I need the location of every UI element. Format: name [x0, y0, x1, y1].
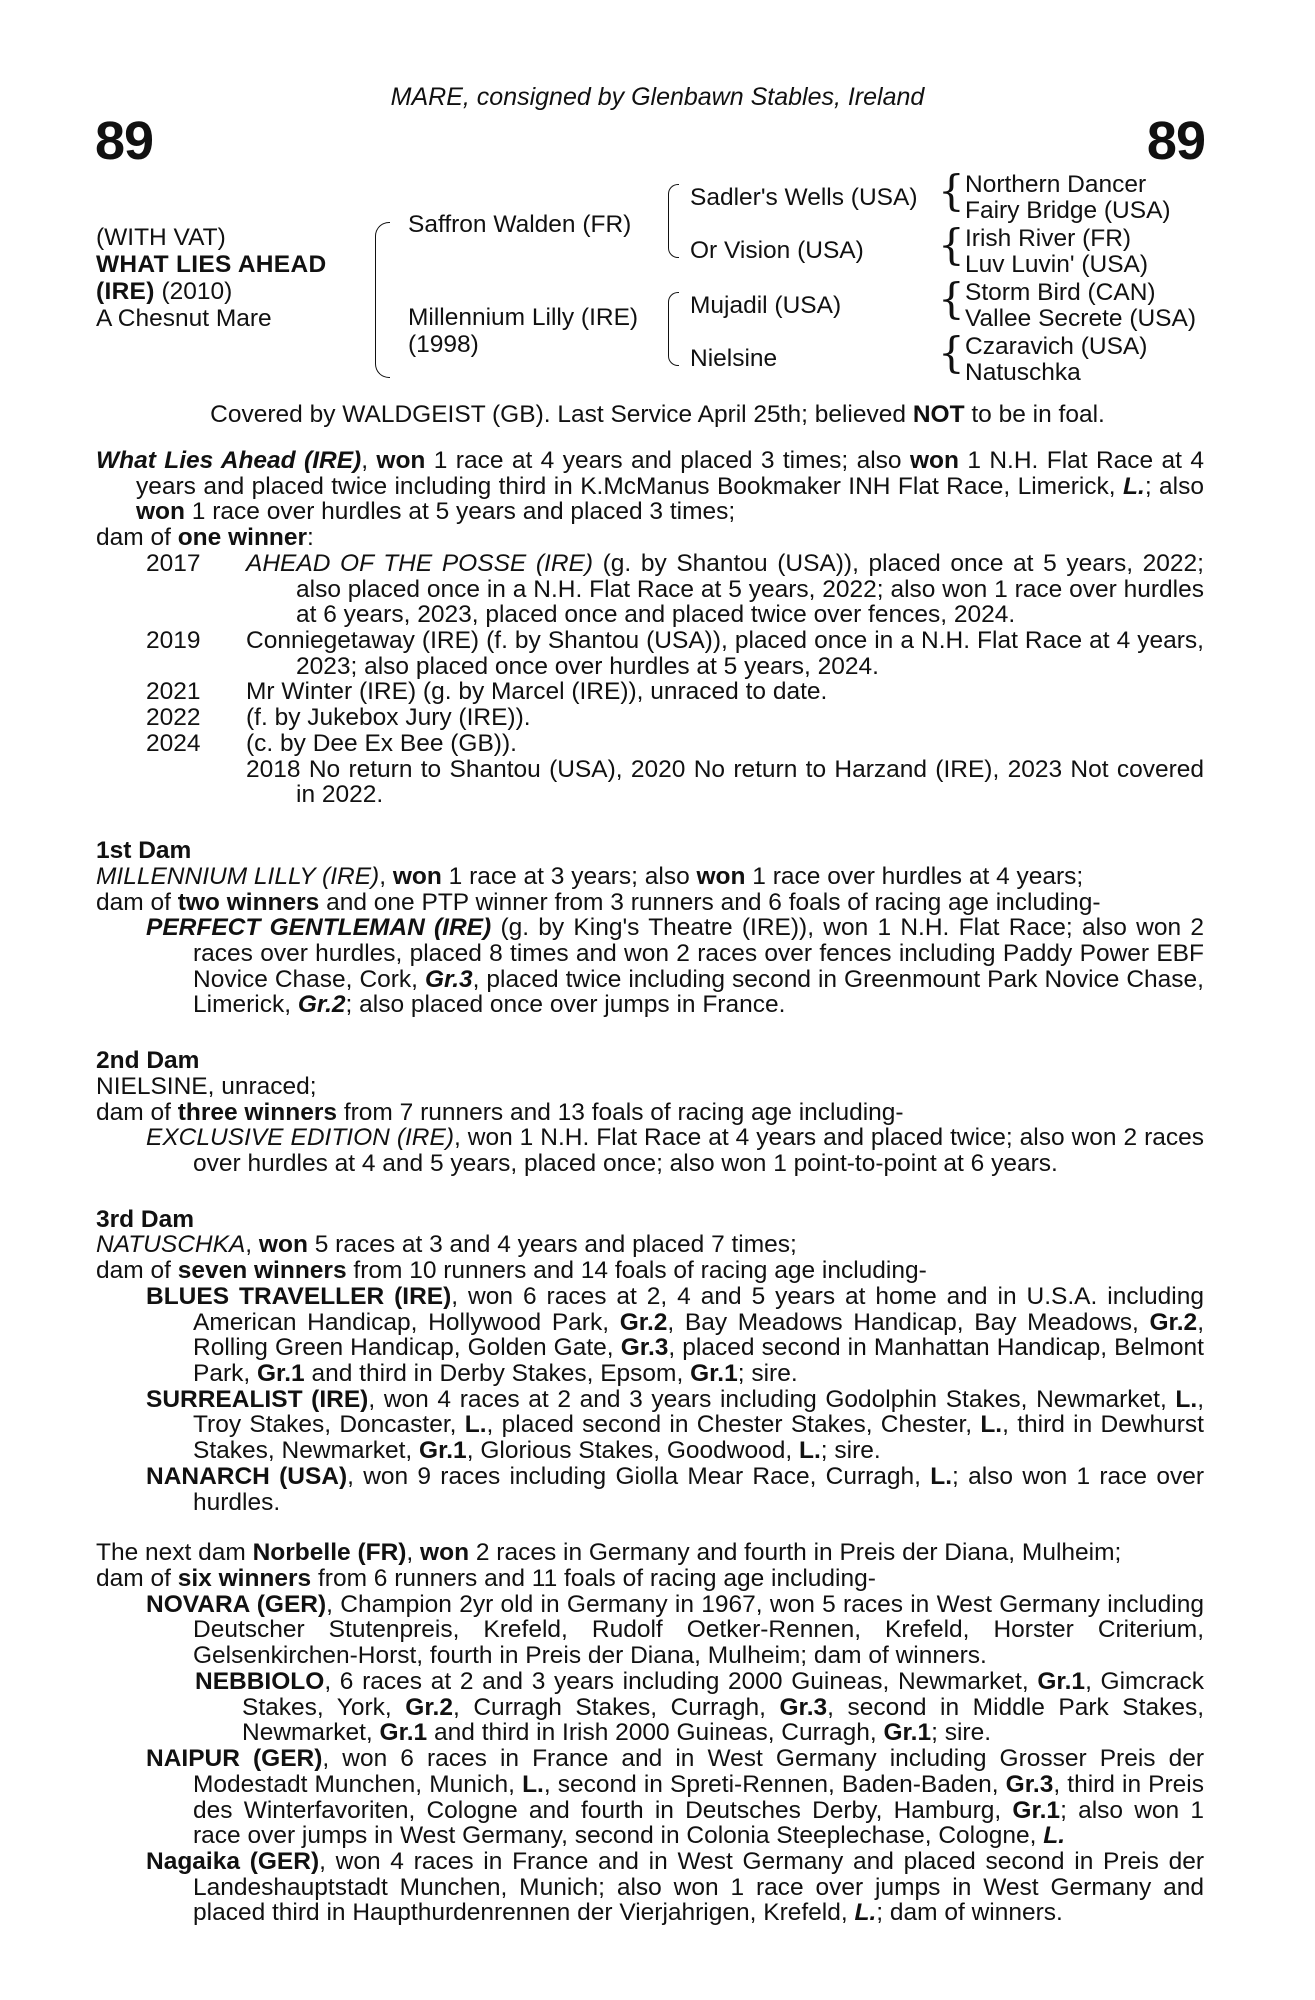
ped-ssd: Fairy Bridge (USA) — [965, 197, 1171, 224]
section-heading: 3rd Dam — [96, 1205, 195, 1233]
brace-1: { — [938, 166, 965, 215]
lot-number-right: 89 — [1146, 111, 1205, 171]
dam1-record: MILLENNIUM LILLY (IRE), won 1 race at 3 years; also won 1 race over hurdles at 4 years; — [96, 862, 1084, 890]
lot-number-left: 89 — [95, 111, 154, 171]
dam-bracket — [668, 292, 679, 366]
sire-name: Saffron Walden (FR) — [408, 211, 632, 238]
dam-dam: Nielsine — [690, 345, 778, 372]
produce-row: 2019 Conniegetaway (IRE) (f. by Shantou (USA)), placed once in a N.H. Flat Race at 4 years, 2023; also placed once over hurdles at 5 years, 2024. — [146, 627, 1204, 680]
dam-year: (1998) — [408, 331, 479, 358]
ped-sdd: Luv Luvin' (USA) — [965, 251, 1149, 278]
dam3-offspring: BLUES TRAVELLER (IRE), won 6 races at 2, 4 and 5 years at home and in U.S.A. including American Handicap, Hollywood Park, Gr.2, Bay Meadows Handicap, Bay Meadows, Gr.2, Rolling Green Handicap, Golden Gate, Gr.3, placed second in Manhattan Handicap, Belmont Park, Gr.1 and third in Derby Stakes, Epsom, Gr.1; sire. — [146, 1282, 1204, 1387]
sire-sire: Sadler's Wells (USA) — [690, 184, 918, 211]
dam2-record: NIELSINE, unraced; — [96, 1072, 317, 1100]
dam3-record: NATUSCHKA, won 5 races at 3 and 4 years and placed 7 times; — [96, 1231, 797, 1259]
mare-dam-of: dam of one winner: — [96, 524, 314, 552]
horse-color: A Chesnut Mare — [96, 305, 272, 332]
dam1-offspring: PERFECT GENTLEMAN (IRE) (g. by King's Theatre (IRE)), won 1 N.H. Flat Race; also won 2 races over hurdles, placed 8 times and won 2 races over fences including Paddy Power EBF Novice Chase, Cork, Gr.3, placed twice including second in Greenmount Park Novice Chase, Limerick, Gr.2; also placed once over jumps in France. — [146, 914, 1205, 1019]
ped-dds: Czaravich (USA) — [965, 333, 1148, 360]
brace-4: { — [938, 328, 965, 377]
brace-2: { — [938, 220, 965, 269]
mare-record: What Lies Ahead (IRE), won 1 race at 4 years and placed 3 times; also won 1 N.H. Flat Race at 4 years and placed twice including third in K.McManus Bookmaker INH Flat Race, Limerick, L.; also won 1 race over hurdles at 5 years and placed 3 times; — [96, 447, 1205, 526]
produce-row: 2024 (c. by Dee Ex Bee (GB)). — [146, 729, 517, 757]
ped-dsd: Vallee Secrete (USA) — [965, 305, 1197, 332]
sire-bracket — [668, 184, 679, 258]
dam2-offspring: EXCLUSIVE EDITION (IRE), won 1 N.H. Flat Race at 4 years and placed twice; also won 2 races over hurdles at 4 and 5 years, placed once; also won 1 point-to-point at 6 years. — [146, 1124, 1204, 1177]
ped-ddd: Natuschka — [965, 359, 1081, 386]
next-dam-of: dam of six winners from 6 runners and 11 foals of racing age including- — [96, 1565, 876, 1593]
produce-note: 2018 No return to Shantou (USA), 2020 No return to Harzand (IRE), 2023 Not covered in 2022. — [246, 755, 1204, 809]
dam-name: Millennium Lilly (IRE) — [408, 304, 639, 331]
horse-name-year: (IRE) (2010) — [96, 278, 233, 305]
section-heading: 2nd Dam — [96, 1047, 200, 1075]
covered-line: Covered by WALDGEIST (GB). Last Service April 25th; believed NOT to be in foal. — [210, 401, 1105, 428]
page-subtitle: MARE, consigned by Glenbawn Stables, Ireland — [390, 83, 925, 111]
dam1-dam-of: dam of two winners and one PTP winner from 3 runners and 6 foals of racing age including- — [96, 888, 1101, 916]
next-grand-offspring: NEBBIOLO, 6 races at 2 and 3 years including 2000 Guineas, Newmarket, Gr.1, Gimcrack Stakes, York, Gr.2, Curragh Stakes, Curragh, Gr.3, second in Middle Park Stakes, Newmarket, Gr.1 and third in Irish 2000 Guineas, Curragh, Gr.1; sire. — [195, 1667, 1205, 1747]
vat-label: (WITH VAT) — [96, 224, 226, 251]
ped-sss: Northern Dancer — [965, 171, 1147, 198]
pedigree-bracket-main — [375, 222, 390, 378]
ped-sds: Irish River (FR) — [965, 225, 1132, 252]
sire-dam: Or Vision (USA) — [690, 237, 864, 264]
pedigree-chart — [0, 166, 1315, 390]
catalogue-body — [96, 448, 1204, 1926]
next-offspring: Nagaika (GER), won 4 races in France and in West Germany and placed second in Preis der Landeshauptstadt Munchen, Munich; also won 1 race over jumps in West Germany and placed third in Haupthurdenrennen der Vierjahrigen, Krefeld, L.; dam of winners. — [146, 1847, 1204, 1927]
dam-sire: Mujadil (USA) — [690, 292, 842, 319]
produce-row: 2022 (f. by Jukebox Jury (IRE)). — [146, 704, 531, 732]
dam3-dam-of: dam of seven winners from 10 runners and 14 foals of racing age including- — [96, 1257, 927, 1285]
brace-3: { — [938, 274, 965, 323]
dam2-dam-of: dam of three winners from 7 runners and 13 foals of racing age including- — [96, 1098, 904, 1126]
ped-dss: Storm Bird (CAN) — [965, 279, 1156, 306]
horse-name: WHAT LIES AHEAD — [96, 251, 327, 278]
dam3-offspring: SURREALIST (IRE), won 4 races at 2 and 3 years including Godolphin Stakes, Newmarket, L., Troy Stakes, Doncaster, L., placed second in Chester Stakes, Chester, L., third in Dewhurst Stakes, Newmarket, Gr.1, Glorious Stakes, Goodwood, L.; sire. — [146, 1385, 1205, 1465]
dam3-offspring: NANARCH (USA), won 9 races including Giolla Mear Race, Curragh, L.; also won 1 race over hurdles. — [146, 1462, 1204, 1516]
next-offspring: NAIPUR (GER), won 6 races in France and in West Germany including Grosser Preis der Modestadt Munchen, Munich, L., second in Spreti-Rennen, Baden-Baden, Gr.3, third in Preis des Winterfavoriten, Cologne and fourth in Deutsches Derby, Hamburg, Gr.1; also won 1 race over jumps in West Germany, second in Colonia Steeplechase, Cologne, L. — [146, 1745, 1205, 1850]
produce-row: 2021 Mr Winter (IRE) (g. by Marcel (IRE)), unraced to date. — [146, 678, 828, 706]
next-offspring: NOVARA (GER), Champion 2yr old in Germany in 1967, won 5 races in West Germany including Deutscher Stutenpreis, Krefeld, Rudolf Oetker-Rennen, Krefeld, Horster Criterium, Gelsenkirchen-Horst, fourth in Preis der Diana, Mulheim; dam of winners. — [146, 1590, 1205, 1670]
section-heading: 1st Dam — [96, 837, 192, 865]
produce-row: 2017 AHEAD OF THE POSSE (IRE) (g. by Shantou (USA)), placed once at 5 years, 2022; also placed once in a N.H. Flat Race at 5 years, 2022; also won 1 race over hurdles at 6 years, 2023, placed once and placed twice over fences, 2024. — [146, 549, 1204, 629]
next-dam-record: The next dam Norbelle (FR), won 2 races in Germany and fourth in Preis der Diana, Mulheim; — [96, 1539, 1122, 1567]
